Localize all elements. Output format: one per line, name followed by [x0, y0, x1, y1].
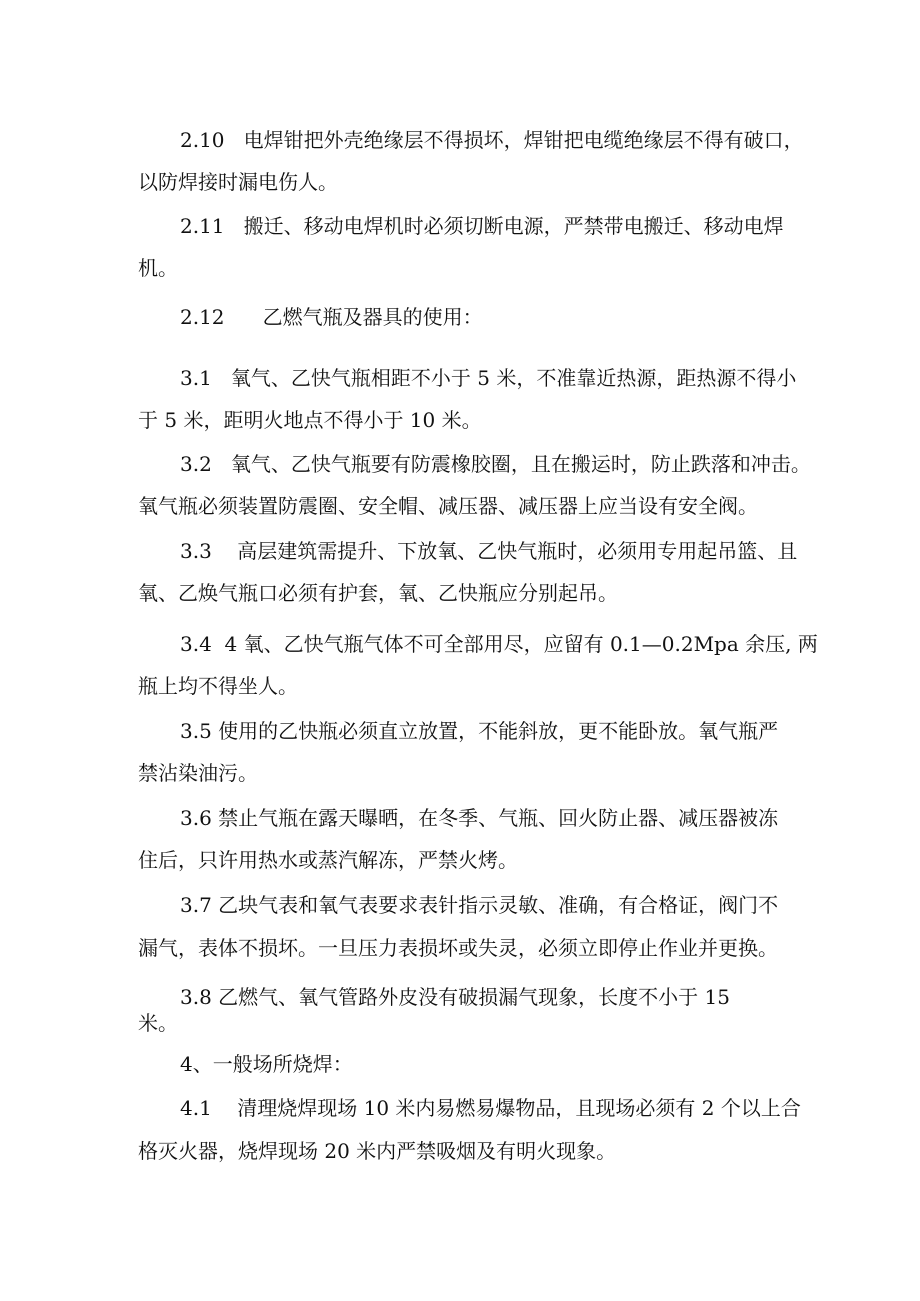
paragraph-3-7-line-1: 3.7 乙块气表和氧气表要求表针指示灵敏、准确，有合格证，阀门不 [180, 893, 779, 917]
section-4-heading: 4、一般场所烧焊： [180, 1052, 353, 1076]
paragraph-3-1-line-1: 3.1 氧气、乙快气瓶相距不小于 5 米，不准靠近热源，距热源不得小 [180, 366, 797, 390]
paragraph-4-1-line-1: 4.1 清理烧焊现场 10 米内易燃易爆物品，且现场必须有 2 个以上合 [180, 1096, 801, 1120]
paragraph-3-6-line-1: 3.6 禁止气瓶在露天曝晒，在冬季、气瓶、回火防止器、减压器被冻 [180, 806, 779, 830]
paragraph-2-10-line-2: 以防焊接时漏电伤人。 [138, 170, 338, 194]
paragraph-2-11-line-2: 机。 [138, 256, 178, 280]
paragraph-3-3-line-1: 3.3 高层建筑需提升、下放氧、乙快气瓶时，必须用专用起吊篮、且 [180, 539, 798, 563]
paragraph-3-5-line-2: 禁沾染油污。 [138, 761, 258, 785]
paragraph-4-1-line-2: 格灭火器，烧焊现场 20 米内严禁吸烟及有明火现象。 [138, 1139, 617, 1163]
paragraph-3-8-line-1: 3.8 乙燃气、氧气管路外皮没有破损漏气现象，长度不小于 15 [180, 985, 730, 1009]
paragraph-2-12-line-1: 2.12 乙燃气瓶及器具的使用： [180, 305, 483, 329]
paragraph-3-4-line-2: 瓶上均不得坐人。 [138, 674, 298, 698]
paragraph-3-8-line-2: 米。 [138, 1011, 178, 1035]
paragraph-2-11-line-1: 2.11 搬迁、移动电焊机时必须切断电源，严禁带电搬迁、移动电焊 [180, 214, 784, 238]
paragraph-3-7-line-2: 漏气，表体不损坏。一旦压力表损坏或失灵，必须立即停止作业并更换。 [138, 936, 778, 960]
paragraph-3-6-line-2: 住后，只许用热水或蒸汽解冻，严禁火烤。 [138, 848, 518, 872]
paragraph-3-3-line-2: 氧、乙焕气瓶口必须有护套，氧、乙快瓶应分别起吊。 [138, 581, 618, 605]
paragraph-3-5-line-1: 3.5 使用的乙快瓶必须直立放置，不能斜放，更不能卧放。氧气瓶严 [180, 719, 779, 743]
paragraph-3-4-line-1: 3.4 4 氧、乙快气瓶气体不可全部用尽，应留有 0.1—0.2Mpa 余压, 两 [180, 632, 818, 656]
paragraph-3-2-line-2: 氧气瓶必须装置防震圈、安全帽、减压器、减压器上应当设有安全阀。 [138, 494, 758, 518]
paragraph-3-2-line-1: 3.2 氧气、乙快气瓶要有防震橡胶圈，且在搬运时，防止跌落和冲击。 [180, 452, 811, 476]
paragraph-2-10-line-1: 2.10 电焊钳把外壳绝缘层不得损坏，焊钳把电缆绝缘层不得有破口， [180, 128, 804, 152]
paragraph-3-1-line-2: 于 5 米，距明火地点不得小于 10 米。 [138, 408, 482, 432]
